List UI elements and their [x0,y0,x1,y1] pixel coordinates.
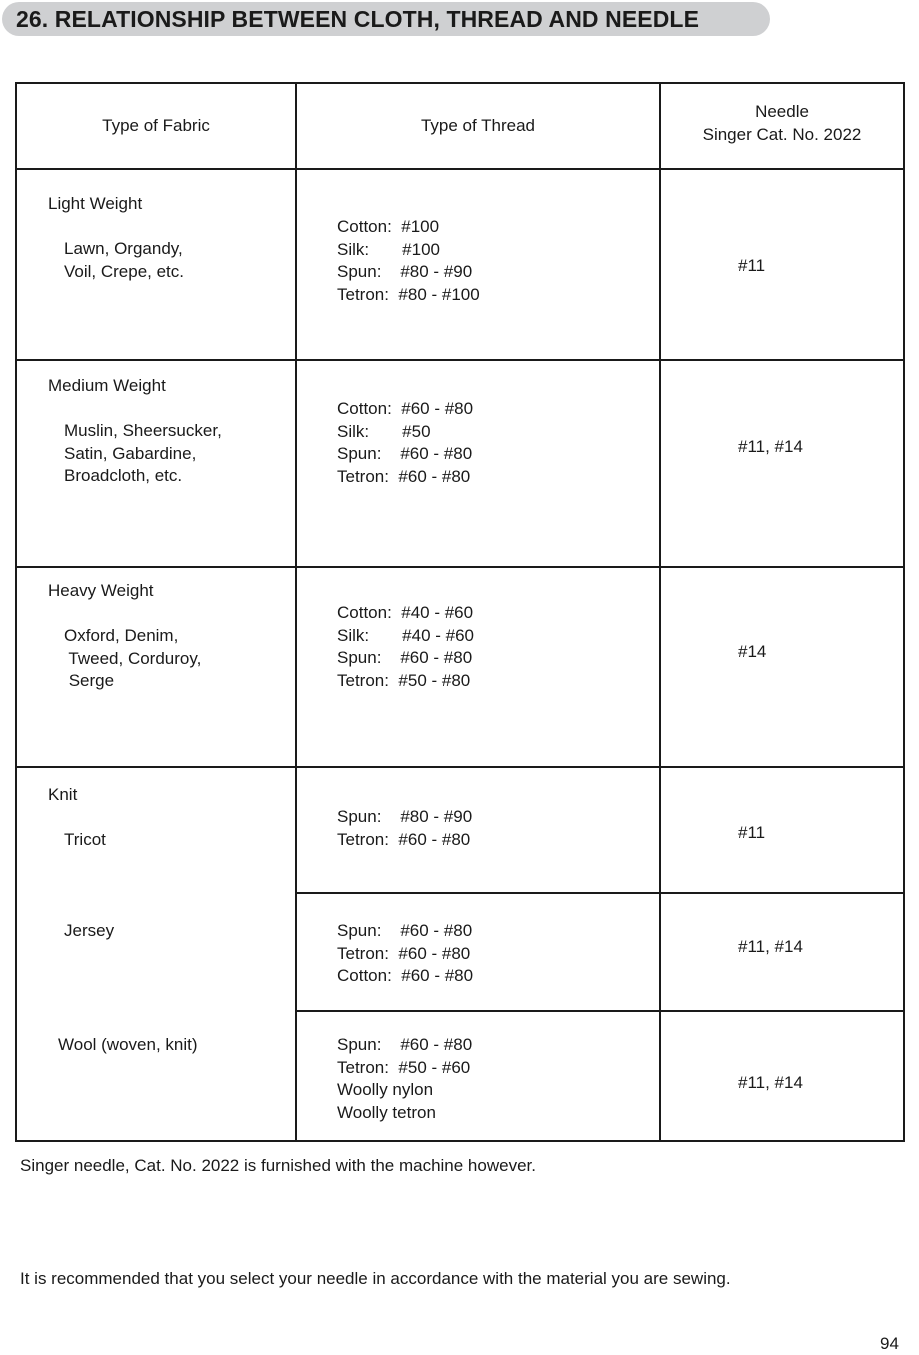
header-needle: Needle Singer Cat. No. 2022 [702,102,862,144]
table-border-top [15,82,905,84]
subrow-divider [295,1010,905,1012]
table-border-right [903,82,905,1142]
page-number: 94 [880,1334,899,1353]
thread-spec: Spun: #60 - #80 Tetron: #50 - #60 Woolly nylon Woolly tetron [337,1035,473,1123]
needle-size: #11 [738,823,766,842]
header-thread: Type of Thread [420,116,536,135]
category-label: Knit [48,785,78,804]
needle-size: #11, #14 [738,437,803,456]
row-divider [15,566,905,568]
category-label: Heavy Weight [48,581,154,600]
thread-spec: Cotton: #100 Silk: #100 Spun: #80 - #90 Tetron: #80 - #100 [337,217,480,305]
thread-spec: Cotton: #40 - #60 Silk: #40 - #60 Spun: #60 - #80 Tetron: #50 - #80 [337,603,475,691]
row-divider [15,766,905,768]
fabric-examples: Muslin, Sheersucker, Satin, Gabardine, Broadcloth, etc. [64,421,222,486]
section-title: 26. RELATIONSHIP BETWEEN CLOTH, THREAD AND NEEDLE [2,2,770,36]
needle-size: #11, #14 [738,937,803,956]
fabric-examples: Jersey [64,921,115,940]
column-divider [659,82,661,1142]
fabric-examples: Tricot [64,830,106,849]
column-divider [295,82,297,1142]
subrow-divider [295,892,905,894]
footnote-furnished-needle: Singer needle, Cat. No. 2022 is furnished with the machine however. [20,1156,536,1175]
thread-spec: Spun: #60 - #80 Tetron: #60 - #80 Cotton: #60 - #80 [337,921,474,986]
fabric-examples: Wool (woven, knit) [58,1035,198,1054]
needle-size: #11 [738,256,766,275]
table-border-left [15,82,17,1142]
fabric-examples: Oxford, Denim, Tweed, Corduroy, Serge [64,626,202,691]
row-divider [15,168,905,170]
needle-size: #11, #14 [738,1073,803,1092]
footnote-recommendation: It is recommended that you select your needle in accordance with the material you are sewing. [20,1269,731,1288]
thread-spec: Spun: #80 - #90 Tetron: #60 - #80 [337,807,473,849]
header-fabric: Type of Fabric [102,116,210,135]
fabric-examples: Lawn, Organdy, Voil, Crepe, etc. [64,239,185,281]
row-divider [15,359,905,361]
thread-spec: Cotton: #60 - #80 Silk: #50 Spun: #60 - #80 Tetron: #60 - #80 [337,399,474,487]
table-border-bottom [15,1140,905,1142]
needle-size: #14 [738,642,767,661]
category-label: Light Weight [48,194,143,213]
category-label: Medium Weight [48,376,166,395]
